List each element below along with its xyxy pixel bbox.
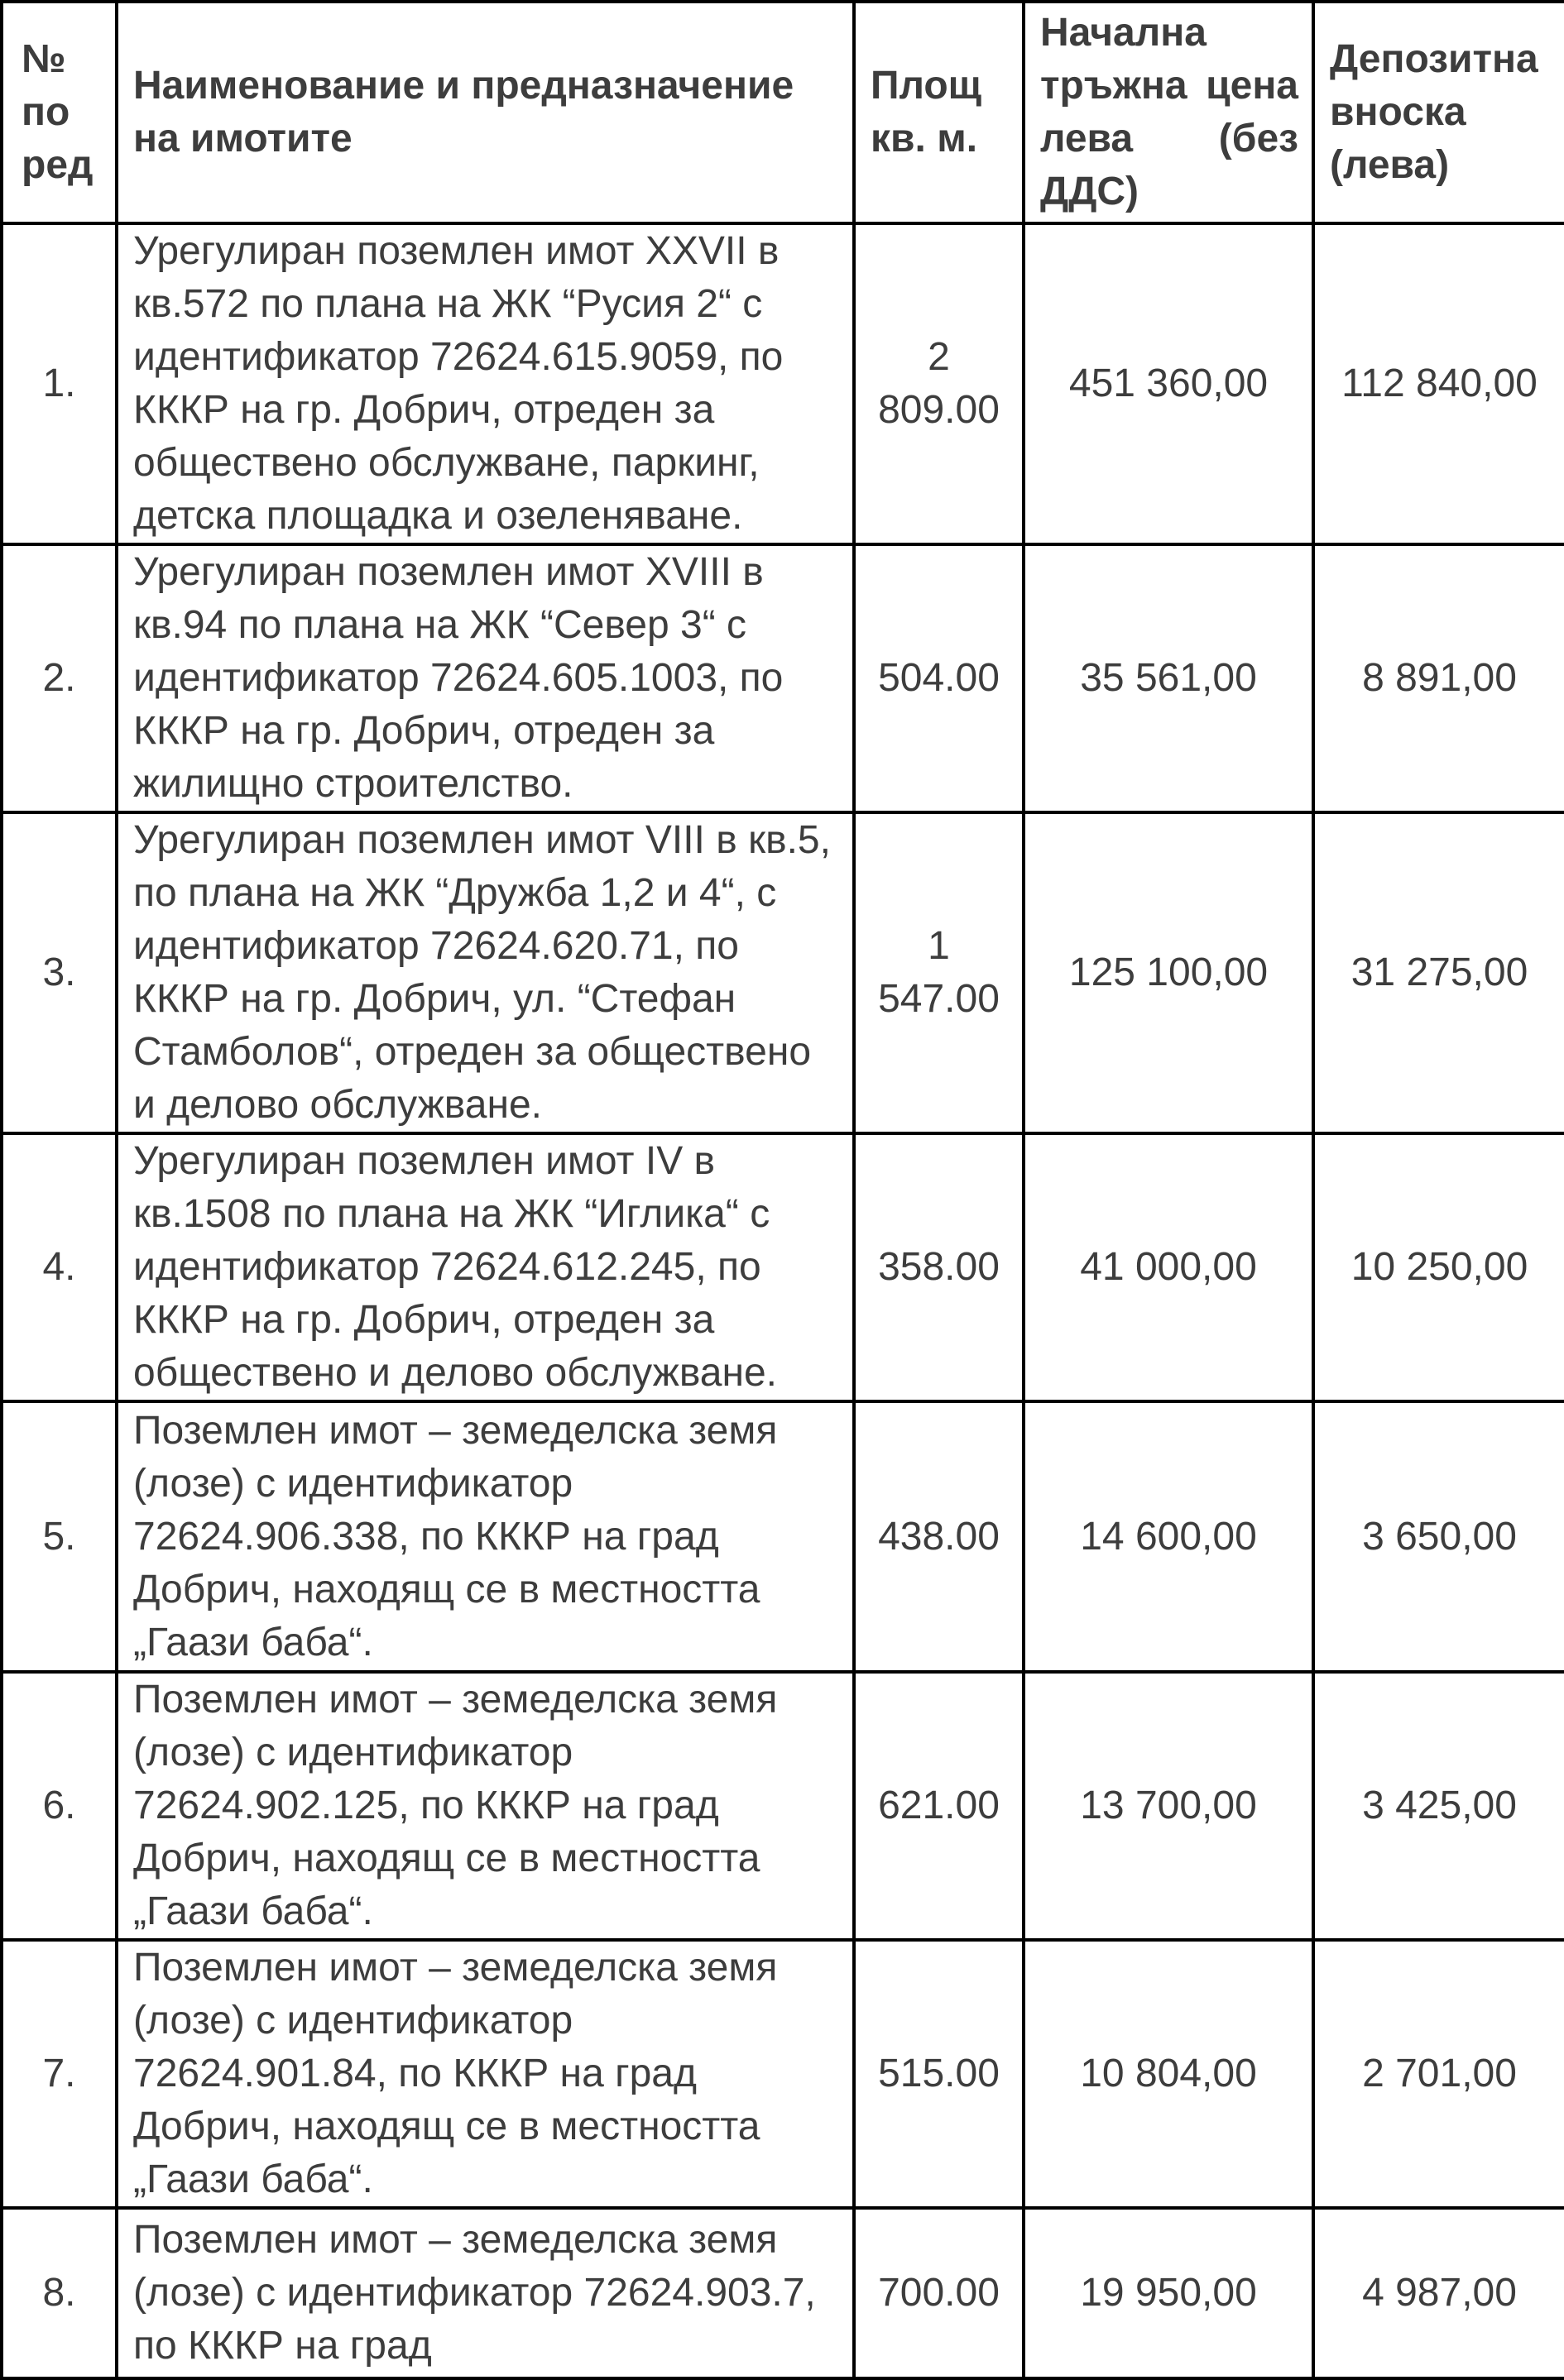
row-number-cell: 6. [2, 1672, 117, 1940]
table-row [2, 1133, 1564, 1401]
deposit-cell: 2 701,00 [1313, 1940, 1564, 2208]
area-cell: 2 809.00 [854, 223, 1024, 544]
deposit-cell: 10 250,00 [1313, 1133, 1564, 1401]
row-number-cell: 4. [2, 1133, 117, 1401]
header-row-number: № по ред [2, 2, 117, 223]
starting-price-cell: 13 700,00 [1024, 1672, 1313, 1940]
table-row [2, 544, 1564, 812]
property-description-cell: Урегулиран поземлен имот IV в кв.1508 по плана на ЖК “Иглика“ с идентификатор 72624.612.245, по КККР на гр. Добрич, отреден за обществено и делово обслужване. [117, 1133, 854, 1401]
deposit-cell: 8 891,00 [1313, 544, 1564, 812]
starting-price-cell: 14 600,00 [1024, 1401, 1313, 1672]
table-row [2, 1672, 1564, 1940]
row-number-cell: 1. [2, 223, 117, 544]
deposit-cell: 112 840,00 [1313, 223, 1564, 544]
header-deposit: Депозитна вноска (лева) [1313, 2, 1564, 223]
header-starting-price: Начална тръжна цена лева (без ДДС) [1024, 2, 1313, 223]
table-row [2, 812, 1564, 1133]
row-number-cell: 7. [2, 1940, 117, 2208]
area-cell: 621.00 [854, 1672, 1024, 1940]
starting-price-cell: 35 561,00 [1024, 544, 1313, 812]
deposit-cell: 4 987,00 [1313, 2208, 1564, 2378]
row-number-cell: 5. [2, 1401, 117, 1672]
header-property-name: Наименование и предназначение на имотите [117, 2, 854, 223]
deposit-cell: 3 650,00 [1313, 1401, 1564, 1672]
table-row [2, 1940, 1564, 2208]
starting-price-cell: 41 000,00 [1024, 1133, 1313, 1401]
area-cell: 504.00 [854, 544, 1024, 812]
property-description-cell: Урегулиран поземлен имот XVIII в кв.94 по плана на ЖК “Север 3“ с идентификатор 72624.605.1003, по КККР на гр. Добрич, отреден за жилищно строителство. [117, 544, 854, 812]
area-cell: 515.00 [854, 1940, 1024, 2208]
row-number-cell: 8. [2, 2208, 117, 2378]
row-number-cell: 2. [2, 544, 117, 812]
starting-price-cell: 451 360,00 [1024, 223, 1313, 544]
starting-price-cell: 125 100,00 [1024, 812, 1313, 1133]
table-header-row [2, 2, 1564, 223]
area-cell: 358.00 [854, 1133, 1024, 1401]
property-description-cell: Поземлен имот – земеделска земя (лозе) с идентификатор 72624.902.125, по КККР на град Добрич, находящ се в местността „Гаази баба“. [117, 1672, 854, 1940]
deposit-cell: 3 425,00 [1313, 1672, 1564, 1940]
starting-price-cell: 10 804,00 [1024, 1940, 1313, 2208]
deposit-cell: 31 275,00 [1313, 812, 1564, 1133]
property-description-cell: Урегулиран поземлен имот VIII в кв.5, по плана на ЖК “Дружба 1,2 и 4“, с идентификатор 72624.620.71, по КККР на гр. Добрич, ул. “Стефан Стамболов“, отреден за обществено и делово обслужване. [117, 812, 854, 1133]
area-cell: 700.00 [854, 2208, 1024, 2378]
property-description-cell: Поземлен имот – земеделска земя (лозе) с идентификатор 72624.901.84, по КККР на град Добрич, находящ се в местността „Гаази баба“. [117, 1940, 854, 2208]
header-area: Площ кв. м. [854, 2, 1024, 223]
property-description-cell: Урегулиран поземлен имот XXVII в кв.572 по плана на ЖК “Русия 2“ с идентификатор 72624.615.9059, по КККР на гр. Добрич, отреден за обществено обслужване, паркинг, детска площадка и озеленяване. [117, 223, 854, 544]
table-row [2, 223, 1564, 544]
table-row [2, 1401, 1564, 1672]
property-description-cell: Поземлен имот – земеделска земя (лозе) с идентификатор 72624.906.338, по КККР на град Добрич, находящ се в местността „Гаази баба“. [117, 1401, 854, 1672]
starting-price-cell: 19 950,00 [1024, 2208, 1313, 2378]
property-description-cell: Поземлен имот – земеделска земя (лозе) с идентификатор 72624.903.7, по КККР на град [117, 2208, 854, 2378]
area-cell: 1 547.00 [854, 812, 1024, 1133]
row-number-cell: 3. [2, 812, 117, 1133]
area-cell: 438.00 [854, 1401, 1024, 1672]
table-row [2, 2208, 1564, 2378]
